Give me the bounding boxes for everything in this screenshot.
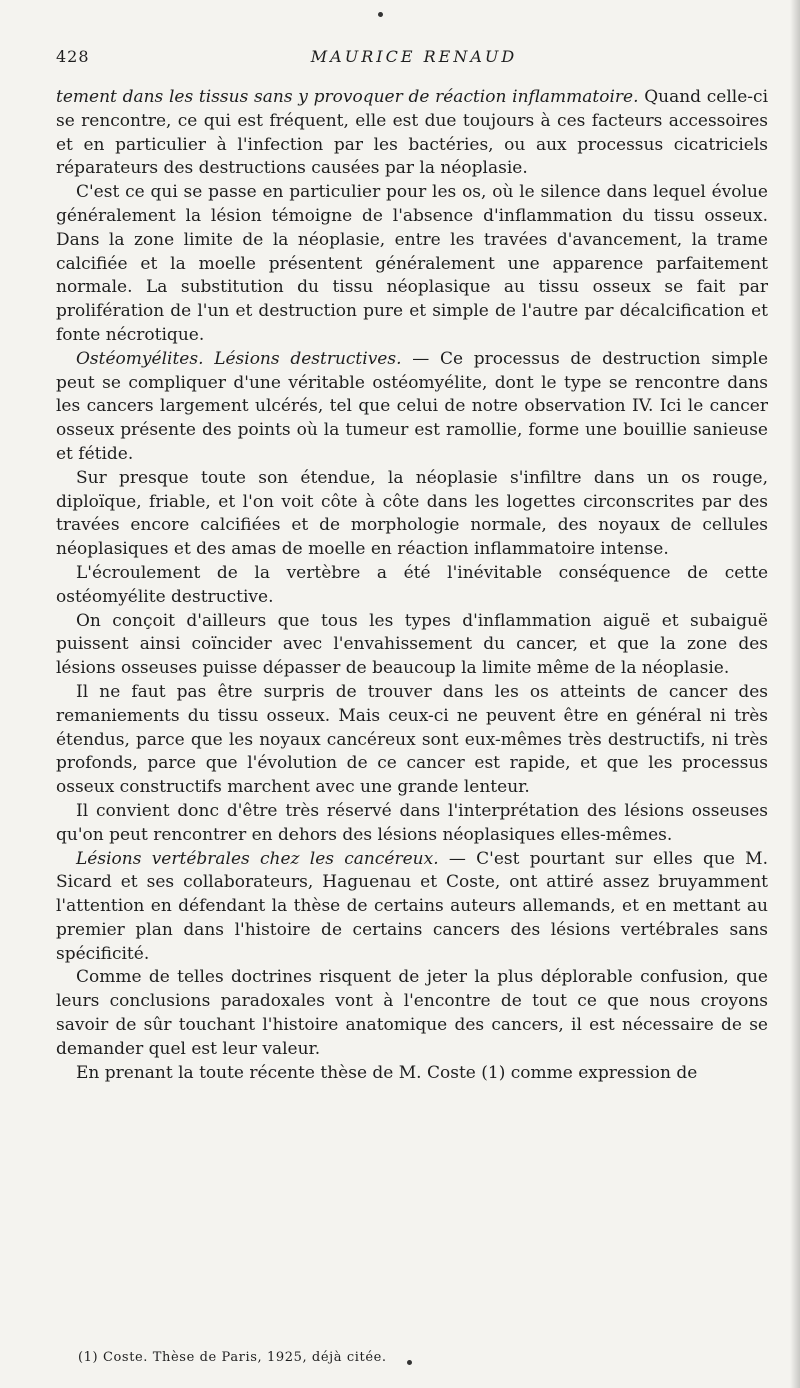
paragraph-text: Quand celle-ci se rencontre, ce qui est fréquent, elle est due toujours à ces facteurs accessoires et en particulier à l'infection par les bactéries, ou aux processus cicatriciels réparateurs des destructions causées par la néoplasie. <box>56 87 769 179</box>
paragraph-9 <box>56 848 768 967</box>
paragraph-text: Sur presque toute son étendue, la néoplasie s'infiltre dans un os rouge, diploïque, friable, et l'on voit côte à côte dans les logettes circonscrites par des travées encore calcifiées et de morphologie normale, des noyaux de cellules néoplasiques et des amas de moelle en réaction inflammatoire intense. <box>56 467 768 560</box>
paragraph-7 <box>56 681 768 800</box>
paragraph-6 <box>56 610 768 681</box>
paragraph-text: En prenant la toute récente thèse de M. Coste (1) comme expression de <box>76 1062 698 1083</box>
paragraph-1 <box>56 86 768 181</box>
body-text <box>56 86 768 1085</box>
paragraph-text: Il ne faut pas être surpris de trouver dans les os atteints de cancer des remaniements du tissu osseux. Mais ceux-ci ne peuvent être en général ni très étendus, parce que les noyaux cancéreux sont eux-mêmes très destructifs, ni très profonds, parce que l'évolution de ce cancer est rapide, et que les processus osseux constructifs marchent avec une grande lenteur. <box>56 681 768 798</box>
paragraph-8 <box>56 800 768 848</box>
paragraph-text: Comme de telles doctrines risquent de jeter la plus déplorable confusion, que leurs conclusions paradoxales vont à l'encontre de tout ce que nous croyons savoir de sûr touchant l'histoire anatomique des cancers, il est nécessaire de se demander quel est leur valeur. <box>56 967 768 1059</box>
paragraph-text: C'est ce qui se passe en particulier pour les os, où le silence dans lequel évolue généralement la lésion témoigne de l'absence d'inflammation du tissu osseux. Dans la zone limite de la néoplasie, entre les travées d'avancement, la trame calcifiée et la moelle présentent généralement une apparence parfaitement normale. La substitution du tissu néoplasique au tissu osseux se fait par prolifération de l'un et destruction pure et simple de l'autre par décalcification et fonte nécrotique. <box>56 182 768 345</box>
page-number: 428 <box>56 47 90 66</box>
page-edge-shadow <box>790 0 800 1388</box>
paragraph-10 <box>56 966 768 1061</box>
section-heading-osteomyelites: Ostéomyélites. Lésions destructives. <box>76 348 402 369</box>
running-head: MAURICE RENAUD <box>310 47 518 66</box>
italic-lead: tement dans les tissus sans y provoquer de réaction inflammatoire. <box>56 87 639 107</box>
paragraph-11 <box>56 1062 768 1086</box>
paragraph-3 <box>56 348 768 467</box>
paragraph-2 <box>56 181 768 348</box>
paragraph-text: — Ce processus de destruction simple peut se compliquer d'une véritable ostéomyélite, dont le type se rencontre dans les cancers largement ulcérés, tel que celui de notre observation IV. Ici le cancer osseux présente des points où la tumeur est ramollie, forme une bouillie sanieuse et fétide. <box>56 348 768 464</box>
section-heading-lesions-vertebrales: Lésions vertébrales chez les cancéreux. <box>76 848 439 869</box>
paragraph-5 <box>56 562 768 610</box>
paragraph-text: L'écroulement de la vertèbre a été l'inévitable conséquence de cette ostéomyélite destructive. <box>56 562 768 607</box>
speck-mark <box>407 1360 412 1365</box>
footnote: (1) Coste. Thèse de Paris, 1925, déjà citée. <box>78 1350 387 1365</box>
speck-mark <box>378 12 383 17</box>
paragraph-text: — C'est pourtant sur elles que M. Sicard et ses collaborateurs, Haguenau et Coste, ont attiré assez bruyamment l'attention en défendant la thèse de certains auteurs allemands, et en mettant au premier plan dans l'histoire de certains cancers des lésions vertébrales sans spécificité. <box>56 848 768 964</box>
paragraph-text: On conçoit d'ailleurs que tous les types d'inflammation aiguë et subaiguë puissent ainsi coïncider avec l'envahissement du cancer, et que la zone des lésions osseuses puisse dépasser de beaucoup la limite même de la néoplasie. <box>56 610 768 679</box>
page-header <box>56 47 772 77</box>
paragraph-text: Il convient donc d'être très réservé dans l'interprétation des lésions osseuses qu'on peut rencontrer en dehors des lésions néoplasiques elles-mêmes. <box>56 800 768 845</box>
paragraph-4 <box>56 467 768 562</box>
